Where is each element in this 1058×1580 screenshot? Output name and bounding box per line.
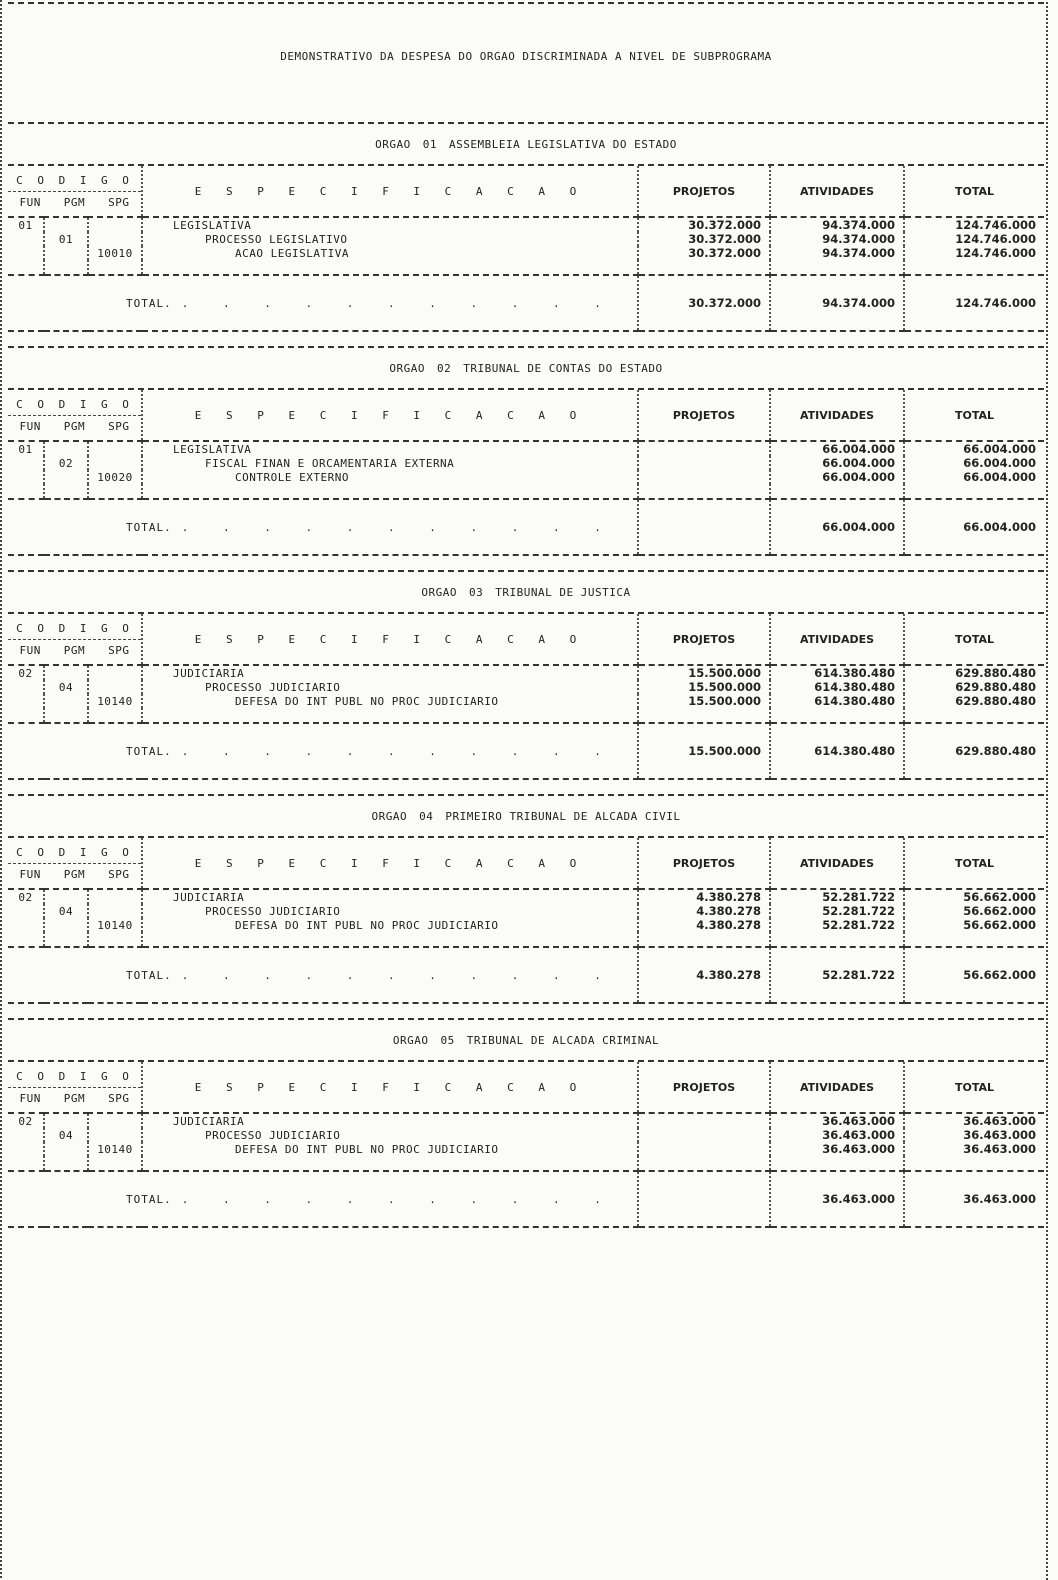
- projetos-header: PROJETOS: [638, 390, 770, 441]
- orgao-code: 01: [422, 137, 437, 151]
- atividades-header: ATIVIDADES: [770, 390, 904, 441]
- leader-dots: . . . . . . . . . . .: [181, 968, 615, 982]
- especificacao-cell: FISCAL FINAN E ORCAMENTARIA EXTERNA: [142, 456, 638, 470]
- total-row: [8, 275, 1044, 331]
- total-total: 629.880.480: [904, 723, 1044, 779]
- codigo-label: C O D I G O: [8, 622, 141, 640]
- pgm-code: [44, 918, 88, 932]
- table-row: [8, 889, 1044, 904]
- projetos-header: PROJETOS: [638, 838, 770, 889]
- fun-label: FUN: [19, 643, 41, 657]
- fun-code: 02: [8, 665, 44, 680]
- orgao-code: 02: [436, 361, 452, 375]
- especificacao-cell: LEGISLATIVA: [142, 217, 638, 232]
- spg-label: SPG: [108, 1091, 130, 1105]
- atividades-header: ATIVIDADES: [770, 838, 904, 889]
- orgao-code: 03: [469, 585, 484, 599]
- especificacao-header: E S P E C I F I C A C A O: [142, 838, 638, 889]
- total-atividades: 36.463.000: [770, 1171, 904, 1227]
- orgao-code: 05: [440, 1033, 455, 1047]
- pgm-code: [44, 470, 88, 484]
- pgm-code: 04: [44, 680, 88, 694]
- column-header-row: [8, 838, 1044, 889]
- total-total: 36.463.000: [904, 1171, 1044, 1227]
- projetos-cell: 15.500.000: [638, 665, 770, 680]
- table-row: [8, 470, 1044, 484]
- orgao-header: [8, 122, 1044, 166]
- fun-code: 01: [8, 217, 44, 232]
- orgao-name: PRIMEIRO TRIBUNAL DE ALCADA CIVIL: [445, 809, 681, 823]
- atividades-cell: 94.374.000: [770, 232, 904, 246]
- pgm-code: [44, 694, 88, 708]
- fun-code: [8, 1142, 44, 1156]
- spg-code: [88, 889, 142, 904]
- codigo-label: C O D I G O: [8, 846, 141, 864]
- pgm-code: [44, 246, 88, 260]
- pgm-code: [44, 889, 88, 904]
- codigo-label: C O D I G O: [8, 398, 141, 416]
- fun-label: FUN: [19, 1091, 41, 1105]
- especificacao-cell: DEFESA DO INT PUBL NO PROC JUDICIARIO: [142, 694, 638, 708]
- especificacao-header: E S P E C I F I C A C A O: [142, 390, 638, 441]
- total-row: [8, 1171, 1044, 1227]
- total-cell: 56.662.000: [963, 918, 1037, 932]
- table-row: [8, 441, 1044, 456]
- right-margin-border: [1040, 2, 1048, 1580]
- total-cell: 36.463.000: [963, 1142, 1037, 1156]
- fun-code: [8, 1128, 44, 1142]
- orgao-label: ORGAO: [389, 361, 425, 375]
- total-header: TOTAL: [904, 838, 1044, 889]
- leader-dots: . . . . . . . . . . .: [181, 744, 615, 758]
- atividades-header: ATIVIDADES: [770, 1062, 904, 1113]
- expense-table: [8, 166, 1044, 332]
- pgm-label: PGM: [63, 419, 86, 433]
- total-total: 124.746.000: [904, 275, 1044, 331]
- projetos-header: PROJETOS: [638, 1062, 770, 1113]
- body-spacer: [8, 708, 1044, 723]
- fun-code: [8, 232, 44, 246]
- pgm-label: PGM: [63, 195, 86, 209]
- especificacao-header: E S P E C I F I C A C A O: [142, 614, 638, 665]
- total-atividades: 66.004.000: [770, 499, 904, 555]
- total-projetos: 30.372.000: [638, 275, 770, 331]
- body-spacer: [8, 484, 1044, 499]
- expense-table: [8, 614, 1044, 780]
- spg-code: [88, 904, 142, 918]
- fun-code: 02: [8, 1113, 44, 1128]
- spg-label: SPG: [108, 867, 130, 881]
- total-cell: 56.662.000: [963, 904, 1037, 918]
- codigo-header: [8, 614, 142, 665]
- fun-code: 02: [8, 889, 44, 904]
- codigo-label: C O D I G O: [8, 1070, 141, 1088]
- total-row-label: TOTAL.: [126, 744, 172, 758]
- spg-label: SPG: [108, 643, 130, 657]
- projetos-cell: [638, 1142, 770, 1156]
- sections-container: [8, 122, 1044, 1228]
- projetos-cell: [638, 1113, 770, 1128]
- atividades-cell: 614.380.480: [770, 680, 904, 694]
- total-row: [8, 947, 1044, 1003]
- expense-table: [8, 390, 1044, 556]
- orgao-name: TRIBUNAL DE JUSTICA: [495, 585, 631, 599]
- especificacao-cell: PROCESSO JUDICIARIO: [142, 904, 638, 918]
- fun-code: [8, 694, 44, 708]
- spg-code: [88, 665, 142, 680]
- spg-label: SPG: [108, 419, 130, 433]
- total-cell: 629.880.480: [955, 680, 1037, 694]
- projetos-cell: [638, 1128, 770, 1142]
- spg-code: [88, 232, 142, 246]
- projetos-cell: [638, 470, 770, 484]
- fun-label: FUN: [19, 195, 41, 209]
- table-row: [8, 217, 1044, 232]
- fun-code: [8, 456, 44, 470]
- fun-label: FUN: [19, 867, 41, 881]
- especificacao-cell: PROCESSO JUDICIARIO: [142, 1128, 638, 1142]
- atividades-cell: 614.380.480: [770, 665, 904, 680]
- total-row-label: TOTAL.: [126, 296, 172, 310]
- spg-code: [88, 1128, 142, 1142]
- left-margin-border: [0, 0, 8, 1578]
- total-cell: 629.880.480: [955, 694, 1037, 708]
- expense-table: [8, 838, 1044, 1004]
- pgm-code: [44, 1142, 88, 1156]
- fun-code: [8, 904, 44, 918]
- codigo-header: [8, 1062, 142, 1113]
- spg-code: 10010: [88, 246, 142, 260]
- pgm-label: PGM: [63, 867, 86, 881]
- codigo-header: [8, 390, 142, 441]
- projetos-cell: [638, 456, 770, 470]
- projetos-cell: 4.380.278: [638, 918, 770, 932]
- especificacao-cell: PROCESSO JUDICIARIO: [142, 680, 638, 694]
- orgao-section: [8, 794, 1044, 1004]
- total-atividades: 614.380.480: [770, 723, 904, 779]
- total-total: 56.662.000: [904, 947, 1044, 1003]
- pgm-code: 01: [44, 232, 88, 246]
- table-row: [8, 694, 1044, 708]
- spg-code: [88, 680, 142, 694]
- codigo-header: [8, 838, 142, 889]
- especificacao-cell: JUDICIARIA: [142, 1113, 638, 1128]
- atividades-header: ATIVIDADES: [770, 614, 904, 665]
- table-row: [8, 232, 1044, 246]
- table-row: [8, 665, 1044, 680]
- total-atividades: 94.374.000: [770, 275, 904, 331]
- spg-code: [88, 456, 142, 470]
- atividades-cell: 66.004.000: [770, 441, 904, 456]
- total-header: TOTAL: [904, 1062, 1044, 1113]
- total-cell: 56.662.000: [963, 890, 1037, 904]
- projetos-cell: 15.500.000: [638, 680, 770, 694]
- orgao-name: TRIBUNAL DE CONTAS DO ESTADO: [463, 361, 663, 375]
- table-row: [8, 1142, 1044, 1156]
- orgao-header: [8, 346, 1044, 390]
- pgm-label: PGM: [63, 643, 86, 657]
- pgm-code: [44, 441, 88, 456]
- total-row: [8, 499, 1044, 555]
- total-row-label: TOTAL.: [126, 1192, 172, 1206]
- column-header-row: [8, 1062, 1044, 1113]
- projetos-cell: 30.372.000: [638, 232, 770, 246]
- total-projetos: 4.380.278: [638, 947, 770, 1003]
- table-row: [8, 1113, 1044, 1128]
- orgao-name: ASSEMBLEIA LEGISLATIVA DO ESTADO: [448, 137, 677, 151]
- spg-label: SPG: [108, 195, 130, 209]
- spg-code: 10140: [88, 918, 142, 932]
- table-row: [8, 1128, 1044, 1142]
- orgao-label: ORGAO: [392, 1033, 429, 1047]
- spg-code: [88, 1113, 142, 1128]
- projetos-cell: 15.500.000: [638, 694, 770, 708]
- spg-code: [88, 441, 142, 456]
- pgm-code: [44, 1113, 88, 1128]
- spg-code: [88, 217, 142, 232]
- orgao-section: [8, 1018, 1044, 1228]
- total-cell: 66.004.000: [963, 456, 1037, 470]
- orgao-label: ORGAO: [371, 809, 408, 823]
- fun-code: [8, 246, 44, 260]
- table-row: [8, 246, 1044, 260]
- atividades-cell: 94.374.000: [770, 246, 904, 260]
- atividades-header: ATIVIDADES: [770, 166, 904, 217]
- total-row: [8, 723, 1044, 779]
- orgao-label: ORGAO: [421, 585, 458, 599]
- total-cell: 124.746.000: [955, 232, 1037, 246]
- fun-label: FUN: [19, 419, 41, 433]
- atividades-cell: 52.281.722: [770, 889, 904, 904]
- leader-dots: . . . . . . . . . . .: [181, 296, 615, 310]
- spg-code: 10020: [88, 470, 142, 484]
- orgao-header: [8, 794, 1044, 838]
- atividades-cell: 36.463.000: [770, 1142, 904, 1156]
- projetos-cell: 30.372.000: [638, 246, 770, 260]
- body-spacer: [8, 932, 1044, 947]
- orgao-code: 04: [419, 809, 434, 823]
- orgao-section: [8, 346, 1044, 556]
- total-cell: 124.746.000: [955, 218, 1037, 232]
- projetos-cell: 30.372.000: [638, 217, 770, 232]
- column-header-row: [8, 166, 1044, 217]
- expense-table: [8, 1062, 1044, 1228]
- especificacao-cell: JUDICIARIA: [142, 889, 638, 904]
- projetos-cell: 4.380.278: [638, 889, 770, 904]
- report-title: DEMONSTRATIVO DA DESPESA DO ORGAO DISCRIMINADA A NIVEL DE SUBPROGRAMA: [280, 49, 772, 63]
- especificacao-header: E S P E C I F I C A C A O: [142, 166, 638, 217]
- especificacao-cell: JUDICIARIA: [142, 665, 638, 680]
- total-projetos: [638, 499, 770, 555]
- column-header-row: [8, 614, 1044, 665]
- body-spacer: [8, 1156, 1044, 1171]
- leader-dots: . . . . . . . . . . .: [181, 1192, 615, 1206]
- especificacao-cell: DEFESA DO INT PUBL NO PROC JUDICIARIO: [142, 1142, 638, 1156]
- orgao-label: ORGAO: [375, 137, 411, 151]
- table-row: [8, 456, 1044, 470]
- atividades-cell: 36.463.000: [770, 1113, 904, 1128]
- pgm-code: [44, 217, 88, 232]
- total-cell: 36.463.000: [963, 1114, 1037, 1128]
- total-row-label: TOTAL.: [126, 520, 172, 534]
- atividades-cell: 66.004.000: [770, 470, 904, 484]
- leader-dots: . . . . . . . . . . .: [181, 520, 615, 534]
- orgao-header: [8, 1018, 1044, 1062]
- projetos-header: PROJETOS: [638, 614, 770, 665]
- especificacao-header: E S P E C I F I C A C A O: [142, 1062, 638, 1113]
- orgao-section: [8, 122, 1044, 332]
- total-projetos: [638, 1171, 770, 1227]
- especificacao-cell: CONTROLE EXTERNO: [142, 470, 638, 484]
- total-cell: 36.463.000: [963, 1128, 1037, 1142]
- especificacao-cell: ACAO LEGISLATIVA: [142, 246, 638, 260]
- orgao-section: [8, 570, 1044, 780]
- total-projetos: 15.500.000: [638, 723, 770, 779]
- table-row: [8, 918, 1044, 932]
- total-header: TOTAL: [904, 390, 1044, 441]
- total-header: TOTAL: [904, 166, 1044, 217]
- atividades-cell: 36.463.000: [770, 1128, 904, 1142]
- especificacao-cell: DEFESA DO INT PUBL NO PROC JUDICIARIO: [142, 918, 638, 932]
- projetos-header: PROJETOS: [638, 166, 770, 217]
- pgm-label: PGM: [63, 1091, 86, 1105]
- body-spacer: [8, 260, 1044, 275]
- atividades-cell: 614.380.480: [770, 694, 904, 708]
- spg-code: 10140: [88, 694, 142, 708]
- pgm-code: 02: [44, 456, 88, 470]
- atividades-cell: 52.281.722: [770, 904, 904, 918]
- atividades-cell: 52.281.722: [770, 918, 904, 932]
- fun-code: [8, 918, 44, 932]
- fun-code: [8, 680, 44, 694]
- report-page: [8, 2, 1044, 1228]
- orgao-header: [8, 570, 1044, 614]
- total-total: 66.004.000: [904, 499, 1044, 555]
- total-row-label: TOTAL.: [126, 968, 172, 982]
- table-row: [8, 904, 1044, 918]
- table-row: [8, 680, 1044, 694]
- projetos-cell: 4.380.278: [638, 904, 770, 918]
- atividades-cell: 94.374.000: [770, 217, 904, 232]
- pgm-code: [44, 665, 88, 680]
- pgm-code: 04: [44, 904, 88, 918]
- especificacao-cell: PROCESSO LEGISLATIVO: [142, 232, 638, 246]
- total-cell: 66.004.000: [963, 470, 1037, 484]
- spg-code: 10140: [88, 1142, 142, 1156]
- pgm-code: 04: [44, 1128, 88, 1142]
- codigo-header: [8, 166, 142, 217]
- fun-code: [8, 470, 44, 484]
- especificacao-cell: LEGISLATIVA: [142, 441, 638, 456]
- fun-code: 01: [8, 441, 44, 456]
- projetos-cell: [638, 441, 770, 456]
- orgao-name: TRIBUNAL DE ALCADA CRIMINAL: [466, 1033, 660, 1047]
- codigo-label: C O D I G O: [8, 174, 141, 192]
- total-atividades: 52.281.722: [770, 947, 904, 1003]
- total-cell: 66.004.000: [963, 442, 1037, 456]
- total-cell: 629.880.480: [955, 666, 1037, 680]
- atividades-cell: 66.004.000: [770, 456, 904, 470]
- total-cell: 124.746.000: [955, 246, 1037, 260]
- total-header: TOTAL: [904, 614, 1044, 665]
- column-header-row: [8, 390, 1044, 441]
